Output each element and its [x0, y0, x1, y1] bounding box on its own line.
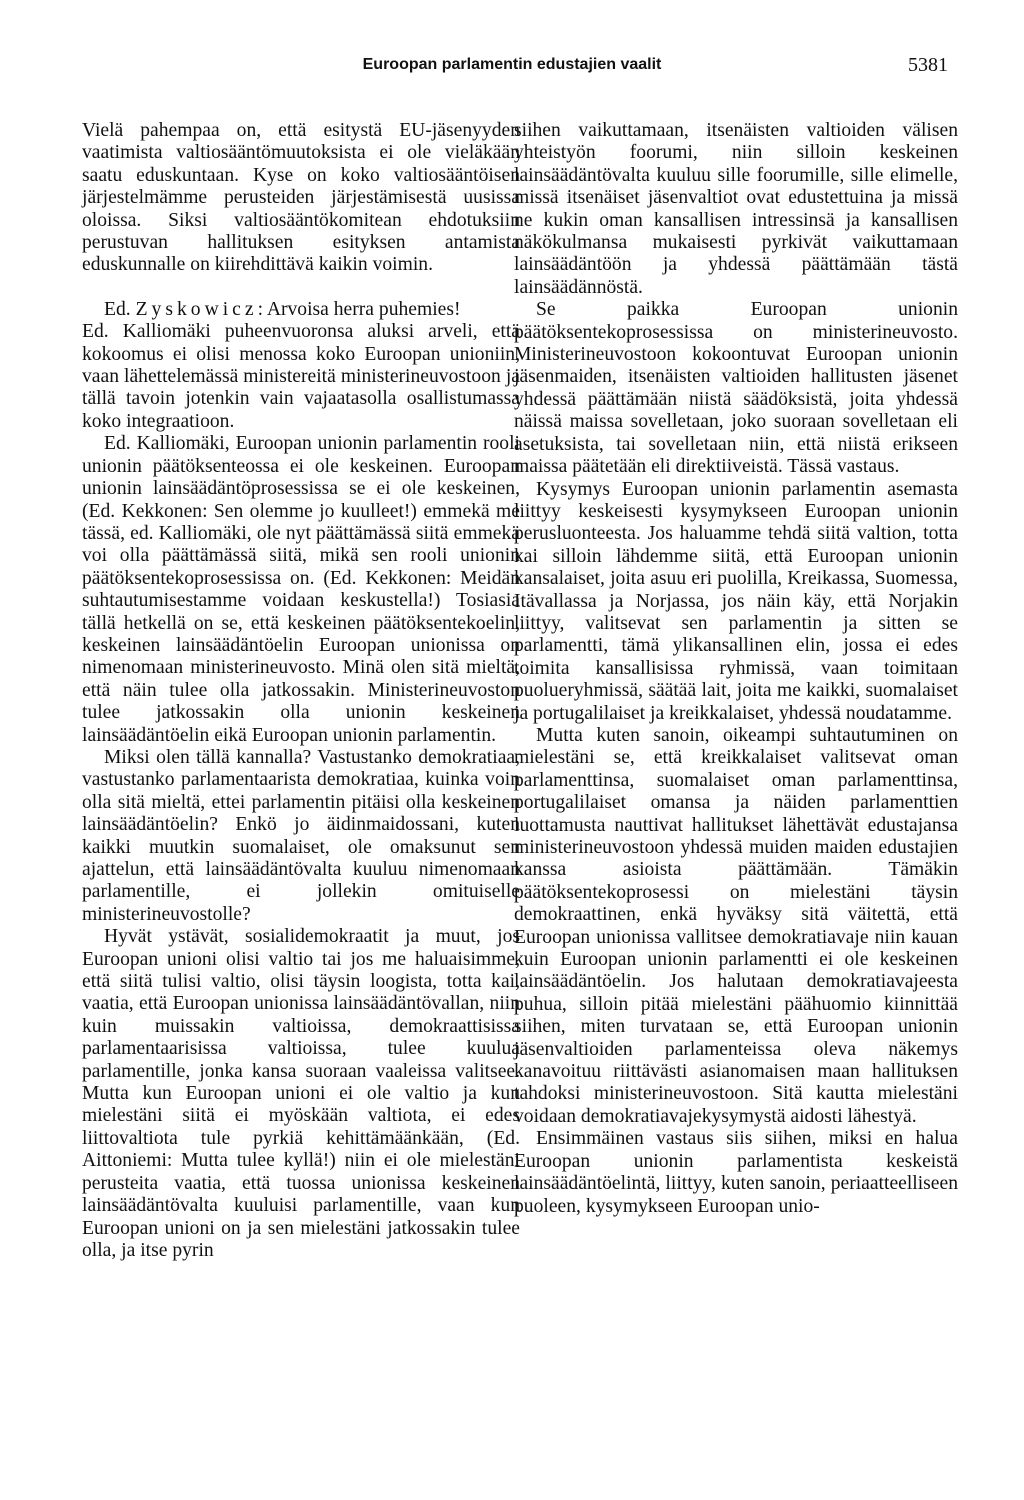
paragraph: Ed. Kalliomäki puheenvuoronsa aluksi arveli, että kokoomus ei olisi menossa koko Euroopan unioniin, vaan lähettelemässä ministereitä ministerineuvostoon ja tällä tavoin jotenkin vain vajaatasolla osallistumassa koko integraatioon.	[82, 321, 520, 432]
speaker-intro	[82, 299, 520, 321]
paragraph: Ed. Kalliomäki, Euroopan unionin parlamentin rooli unionin päätöksenteossa ei ole keskeinen. Euroopan unionin lainsäädäntöprosessissa se ei ole keskeinen, (Ed. Kekkonen: Sen olemme jo kuulleet!) emmekä me tässä, ed. Kalliomäki, ole nyt päättämässä siitä emmekä voi olla päättämässä siitä, mikä sen rooli unionin päätöksentekoprosessissa on. (Ed. Kekkonen: Meidän suhtautumisestamme voidaan keskustella!) Tosiasia tällä hetkellä on se, että keskeinen päätöksentekoelin, keskeinen lainsäädäntöelin Euroopan unionissa on nimenomaan ministerineuvosto. Minä olen sitä mieltä, että näin tulee olla jatkossakin. Ministerineuvoston tulee jatkossakin olla unionin keskeinen lainsäädäntöelin eikä Euroopan unionin parlamentin.	[82, 433, 520, 746]
paragraph: Kysymys Euroopan unionin parlamentin asemasta liittyy keskeisesti kysymykseen Euroopan unionin perusluonteesta. Jos haluamme tehdä siitä valtion, totta kai silloin lähdemme siitä, että Euroopan unionin kansalaiset, joita asuu eri puolilla, Kreikassa, Suomessa, Itävallassa ja Norjassa, jos näin käy, että Norjakin liittyy, valitsevat sen parlamentin ja sitten se parlamentti, tämä ylikansallinen elin, jossa ei edes toimita kansallisissa ryhmissä, vaan toimitaan puolueryhmissä, säätää lait, joita me kaikki, suomalaiset ja portugalilaiset ja kreikkalaiset, yhdessä noudatamme.	[514, 478, 958, 724]
left-column	[82, 120, 520, 1262]
paragraph: Vielä pahempaa on, että esitystä EU-jäsenyyden vaatimista valtiosääntömuutoksista ei ole vieläkään saatu eduskuntaan. Kyse on koko valtiosääntöisen järjestelmämme perusteiden järjestämisestä uusissa oloissa. Siksi valtiosääntökomitean ehdotuksiin perustuvan hallituksen esityksen antamista eduskunnalle on kiirehdittävä kaikin voimin.	[82, 120, 520, 276]
speaker-prefix: Ed.	[104, 298, 131, 320]
paragraph: Se paikka Euroopan unionin päätöksentekoprosessissa on ministerineuvosto. Ministerineuvostoon kokoontuvat Euroopan unionin jäsenmaiden, itsenäisten valtioiden hallitusten jäsenet yhdessä päättämään niistä säädöksistä, joita yhdessä näissä maissa sovelletaan, joko suoraan sovelletaan eli asetuksista, tai sovelletaan niin, että niistä erikseen maissa päätetään eli direktiiveistä. Tässä vastaus.	[514, 299, 958, 478]
paragraph: Miksi olen tällä kannalla? Vastustanko demokratiaa, vastustanko parlamentaarista demokratiaa, kuinka voin olla sitä mieltä, ettei parlamentin pitäisi olla keskeinen lainsäädäntöelin? Enkö jo äidinmaidossani, kuten kaikki muutkin suomalaiset, ole omaksunut sen ajattelun, että lainsäädäntövalta kuuluu nimenomaan parlamentille, ei jollekin omituiselle ministerineuvostolle?	[82, 746, 520, 925]
right-column	[514, 120, 958, 1218]
page-number: 5381	[908, 54, 948, 76]
paragraph: Ensimmäinen vastaus siis siihen, miksi en halua Euroopan unionin parlamentista keskeistä lainsäädäntöelintä, liittyy, kuten sanoin, periaatteelliseen puoleen, kysymykseen Euroopan unio-	[514, 1128, 958, 1217]
speaker-name: Zyskowicz	[135, 298, 258, 320]
paragraph: Mutta kuten sanoin, oikeampi suhtautuminen on mielestäni se, että kreikkalaiset valitsevat oman parlamenttinsa, suomalaiset oman parlamenttinsa, portugalilaiset omansa ja näiden parlamenttien luottamusta nauttivat hallitukset lähettävät edustajansa ministerineuvostoon yhdessä muiden maiden edustajien kanssa asioista päättämään. Tämäkin päätöksentekoprosessi on mielestäni täysin demokraattinen, enkä hyväksy sitä väitettä, että Euroopan unionissa vallitsee demokratiavaje niin kauan kuin Euroopan unionin parlamentti ei ole keskeinen lainsäädäntöelin. Jos halutaan demokratiavajeesta puhua, silloin pitää mielestäni päähuomio kiinnittää siihen, miten turvataan se, että Euroopan unionin jäsenvaltioiden parlamenteissa oleva näkemys kanavoituu riittävästi asianomaisen maan hallituksen tahdoksi ministerineuvostoon. Sitä kautta mielestäni voidaan demokratiavajekysymystä aidosti lähestyä.	[514, 724, 958, 1127]
running-title: Euroopan parlamentin edustajien vaalit	[362, 56, 662, 73]
paragraph: siihen vaikuttamaan, itsenäisten valtioiden välisen yhteistyön foorumi, niin silloin keskeinen lainsäädäntövalta kuuluu sille foorumille, sille elimelle, missä itsenäiset jäsenvaltiot ovat edustettuina ja missä ne kukin oman kansallisen intressinsä ja kansallisen näkökulmansa mukaisesti pyrkivät vaikuttamaan lainsäädäntöön ja yhdessä päättämään tästä lainsäädännöstä.	[514, 120, 958, 298]
paragraph: Hyvät ystävät, sosialidemokraatit ja muut, jos Euroopan unioni olisi valtio tai jos me haluaisimme, että siitä tulisi valtio, olisi täysin loogista, totta kai, vaatia, että Euroopan unionissa lainsäädäntövallan, niin kuin muissakin valtioissa, demokraattisissa parlamentaarisissa valtioissa, tulee kuulua parlamentille, jonka kansa suoraan vaaleissa valitsee. Mutta kun Euroopan unioni ei ole valtio ja kun mielestäni siitä ei myöskään valtiota, ei edes liittovaltiota tule pyrkiä kehittämäänkään, (Ed. Aittoniemi: Mutta tulee kyllä!) niin ei ole mielestäni perusteita vaatia, että tuossa unionissa keskeinen lainsäädäntövalta kuuluisi parlamentille, vaan kun Euroopan unioni on ja sen mielestäni jatkossakin tulee olla, ja itse pyrin	[82, 926, 520, 1261]
speaker-intro-text: : Arvoisa herra puhemies!	[257, 298, 461, 320]
